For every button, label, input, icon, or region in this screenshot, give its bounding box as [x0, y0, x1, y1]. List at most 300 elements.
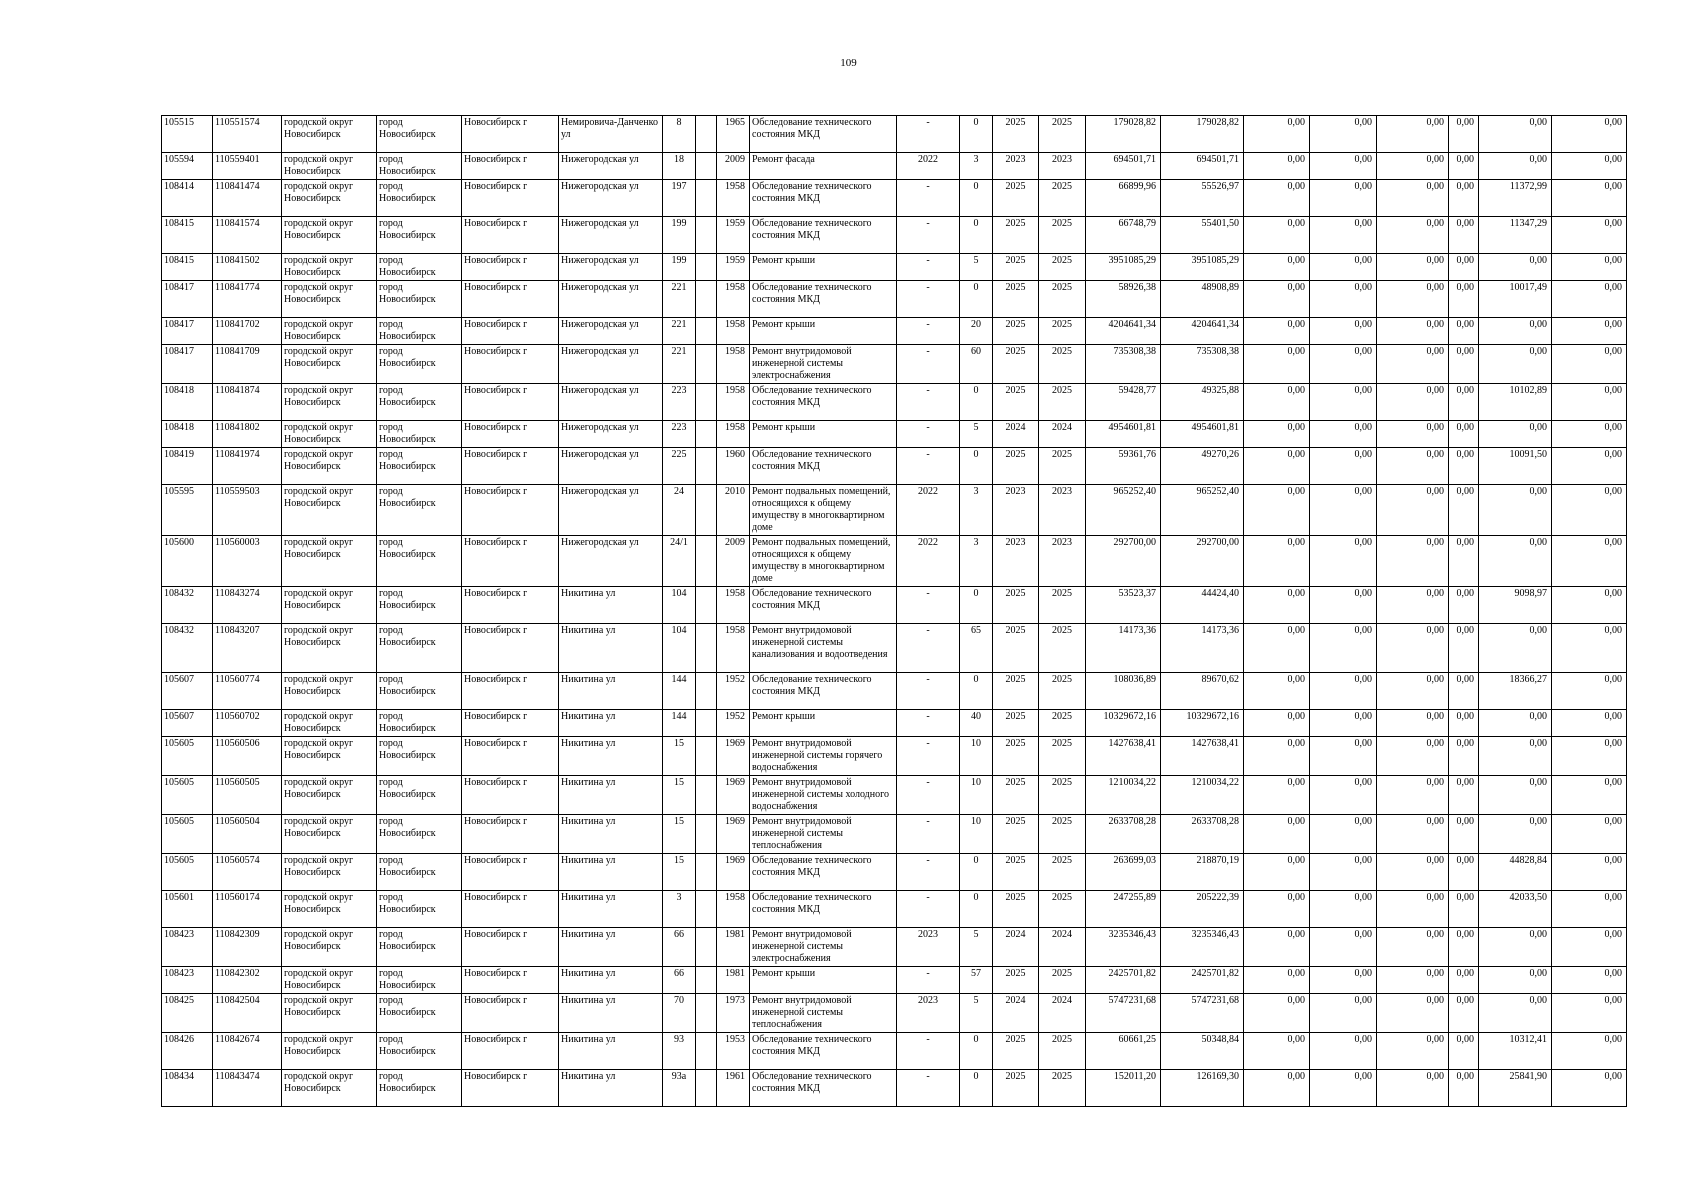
plan-to-cell: 2025 [1039, 448, 1086, 485]
prev-year-cell: - [897, 345, 960, 384]
work-id-cell: 110843474 [213, 1070, 282, 1107]
plan-to-cell: 2023 [1039, 153, 1086, 180]
reg-id-cell: 105605 [162, 815, 213, 854]
street-cell: Нижегородская ул [559, 180, 663, 217]
street-cell: Никитина ул [559, 994, 663, 1033]
settlement-cell: город Новосибирск [377, 776, 462, 815]
other-cell: 0,00 [1479, 318, 1552, 345]
settlement-cell: город Новосибирск [377, 485, 462, 536]
regional-cell: 0,00 [1310, 891, 1377, 928]
reg-id-cell: 108414 [162, 180, 213, 217]
building-cell [696, 928, 717, 967]
street-cell: Никитина ул [559, 673, 663, 710]
regional-cell: 0,00 [1310, 448, 1377, 485]
extra-cell: 0,00 [1552, 345, 1627, 384]
city-cell: Новосибирск г [462, 116, 559, 153]
wear-cell: 5 [960, 254, 993, 281]
total-cost-cell: 1427638,41 [1086, 737, 1161, 776]
table-row [162, 1070, 1627, 1107]
reg-id-cell: 108417 [162, 318, 213, 345]
federal-cell: 0,00 [1244, 485, 1310, 536]
owners-cell: 0,00 [1449, 928, 1479, 967]
prev-year-cell: - [897, 421, 960, 448]
owners-cell: 0,00 [1449, 967, 1479, 994]
building-cell [696, 967, 717, 994]
total-cost-cell: 66748,79 [1086, 217, 1161, 254]
wear-cell: 5 [960, 928, 993, 967]
district-cell: городской округ Новосибирск [282, 624, 377, 673]
prev-year-cell: 2022 [897, 485, 960, 536]
reg-id-cell: 105594 [162, 153, 213, 180]
owners-cell: 0,00 [1449, 673, 1479, 710]
plan-to-cell: 2023 [1039, 536, 1086, 587]
plan-to-cell: 2023 [1039, 485, 1086, 536]
plan-to-cell: 2024 [1039, 421, 1086, 448]
settlement-cell: город Новосибирск [377, 345, 462, 384]
total-cost-cell: 14173,36 [1086, 624, 1161, 673]
city-cell: Новосибирск г [462, 737, 559, 776]
street-cell: Никитина ул [559, 710, 663, 737]
federal-cell: 0,00 [1244, 536, 1310, 587]
extra-cell: 0,00 [1552, 116, 1627, 153]
work-id-cell: 110841702 [213, 318, 282, 345]
work-id-cell: 110841502 [213, 254, 282, 281]
federal-cell: 0,00 [1244, 967, 1310, 994]
federal-cell: 0,00 [1244, 153, 1310, 180]
prev-year-cell: - [897, 217, 960, 254]
total-cost-cell: 10329672,16 [1086, 710, 1161, 737]
total-cost-cell: 2425701,82 [1086, 967, 1161, 994]
work-type-cell: Ремонт внутридомовой инженерной системы холодного водоснабжения [750, 776, 897, 815]
reg-id-cell: 108432 [162, 587, 213, 624]
fund-cell: 2633708,28 [1161, 815, 1244, 854]
plan-from-cell: 2025 [993, 448, 1039, 485]
fund-cell: 10329672,16 [1161, 710, 1244, 737]
wear-cell: 10 [960, 737, 993, 776]
prev-year-cell: - [897, 854, 960, 891]
regional-cell: 0,00 [1310, 254, 1377, 281]
work-type-cell: Ремонт крыши [750, 710, 897, 737]
table-row [162, 254, 1627, 281]
work-type-cell: Ремонт внутридомовой инженерной системы электроснабжения [750, 345, 897, 384]
city-cell: Новосибирск г [462, 673, 559, 710]
plan-to-cell: 2025 [1039, 318, 1086, 345]
local-cell: 0,00 [1377, 281, 1449, 318]
prev-year-cell: - [897, 180, 960, 217]
prev-year-cell: 2023 [897, 994, 960, 1033]
settlement-cell: город Новосибирск [377, 1070, 462, 1107]
city-cell: Новосибирск г [462, 710, 559, 737]
owners-cell: 0,00 [1449, 1070, 1479, 1107]
wear-cell: 3 [960, 536, 993, 587]
city-cell: Новосибирск г [462, 153, 559, 180]
district-cell: городской округ Новосибирск [282, 737, 377, 776]
house-cell: 221 [663, 318, 696, 345]
federal-cell: 0,00 [1244, 776, 1310, 815]
wear-cell: 0 [960, 384, 993, 421]
plan-from-cell: 2025 [993, 587, 1039, 624]
extra-cell: 0,00 [1552, 587, 1627, 624]
settlement-cell: город Новосибирск [377, 815, 462, 854]
total-cost-cell: 247255,89 [1086, 891, 1161, 928]
prev-year-cell: - [897, 1070, 960, 1107]
building-cell [696, 673, 717, 710]
regional-cell: 0,00 [1310, 624, 1377, 673]
street-cell: Никитина ул [559, 737, 663, 776]
house-cell: 15 [663, 737, 696, 776]
prev-year-cell: - [897, 384, 960, 421]
other-cell: 0,00 [1479, 485, 1552, 536]
owners-cell: 0,00 [1449, 448, 1479, 485]
other-cell: 10091,50 [1479, 448, 1552, 485]
city-cell: Новосибирск г [462, 928, 559, 967]
settlement-cell: город Новосибирск [377, 254, 462, 281]
local-cell: 0,00 [1377, 153, 1449, 180]
district-cell: городской округ Новосибирск [282, 854, 377, 891]
settlement-cell: город Новосибирск [377, 180, 462, 217]
street-cell: Нижегородская ул [559, 384, 663, 421]
reg-id-cell: 108425 [162, 994, 213, 1033]
regional-cell: 0,00 [1310, 776, 1377, 815]
work-id-cell: 110843274 [213, 587, 282, 624]
extra-cell: 0,00 [1552, 180, 1627, 217]
house-cell: 15 [663, 854, 696, 891]
work-id-cell: 110560774 [213, 673, 282, 710]
house-cell: 15 [663, 776, 696, 815]
settlement-cell: город Новосибирск [377, 421, 462, 448]
reg-id-cell: 108423 [162, 967, 213, 994]
owners-cell: 0,00 [1449, 485, 1479, 536]
work-type-cell: Обследование технического состояния МКД [750, 673, 897, 710]
work-type-cell: Ремонт подвальных помещений, относящихся к общему имуществу в многоквартирном доме [750, 536, 897, 587]
wear-cell: 0 [960, 587, 993, 624]
other-cell: 11372,99 [1479, 180, 1552, 217]
local-cell: 0,00 [1377, 815, 1449, 854]
fund-cell: 2425701,82 [1161, 967, 1244, 994]
settlement-cell: город Новосибирск [377, 891, 462, 928]
other-cell: 11347,29 [1479, 217, 1552, 254]
fund-cell: 292700,00 [1161, 536, 1244, 587]
street-cell: Никитина ул [559, 1070, 663, 1107]
fund-cell: 14173,36 [1161, 624, 1244, 673]
plan-from-cell: 2025 [993, 891, 1039, 928]
fund-cell: 50348,84 [1161, 1033, 1244, 1070]
prev-year-cell: 2022 [897, 536, 960, 587]
wear-cell: 5 [960, 421, 993, 448]
house-cell: 221 [663, 281, 696, 318]
reg-id-cell: 108415 [162, 217, 213, 254]
plan-from-cell: 2023 [993, 153, 1039, 180]
work-id-cell: 110841874 [213, 384, 282, 421]
federal-cell: 0,00 [1244, 281, 1310, 318]
extra-cell: 0,00 [1552, 448, 1627, 485]
district-cell: городской округ Новосибирск [282, 254, 377, 281]
local-cell: 0,00 [1377, 624, 1449, 673]
building-cell [696, 254, 717, 281]
house-cell: 93 [663, 1033, 696, 1070]
city-cell: Новосибирск г [462, 536, 559, 587]
reg-id-cell: 105595 [162, 485, 213, 536]
total-cost-cell: 3951085,29 [1086, 254, 1161, 281]
table-row [162, 891, 1627, 928]
prev-year-cell: - [897, 587, 960, 624]
total-cost-cell: 179028,82 [1086, 116, 1161, 153]
other-cell: 0,00 [1479, 710, 1552, 737]
wear-cell: 40 [960, 710, 993, 737]
district-cell: городской округ Новосибирск [282, 384, 377, 421]
reg-id-cell: 108419 [162, 448, 213, 485]
work-type-cell: Обследование технического состояния МКД [750, 180, 897, 217]
work-id-cell: 110841474 [213, 180, 282, 217]
local-cell: 0,00 [1377, 345, 1449, 384]
work-id-cell: 110842674 [213, 1033, 282, 1070]
other-cell: 0,00 [1479, 624, 1552, 673]
plan-from-cell: 2025 [993, 1070, 1039, 1107]
extra-cell: 0,00 [1552, 854, 1627, 891]
owners-cell: 0,00 [1449, 815, 1479, 854]
federal-cell: 0,00 [1244, 384, 1310, 421]
total-cost-cell: 59361,76 [1086, 448, 1161, 485]
city-cell: Новосибирск г [462, 994, 559, 1033]
work-id-cell: 110843207 [213, 624, 282, 673]
work-id-cell: 110559503 [213, 485, 282, 536]
year-cell: 1958 [717, 384, 750, 421]
year-cell: 1960 [717, 448, 750, 485]
settlement-cell: город Новосибирск [377, 673, 462, 710]
owners-cell: 0,00 [1449, 587, 1479, 624]
extra-cell: 0,00 [1552, 254, 1627, 281]
total-cost-cell: 60661,25 [1086, 1033, 1161, 1070]
street-cell: Нижегородская ул [559, 153, 663, 180]
district-cell: городской округ Новосибирск [282, 1070, 377, 1107]
owners-cell: 0,00 [1449, 384, 1479, 421]
reg-id-cell: 108423 [162, 928, 213, 967]
city-cell: Новосибирск г [462, 485, 559, 536]
year-cell: 1961 [717, 1070, 750, 1107]
owners-cell: 0,00 [1449, 536, 1479, 587]
house-cell: 223 [663, 384, 696, 421]
other-cell: 0,00 [1479, 345, 1552, 384]
street-cell: Никитина ул [559, 624, 663, 673]
district-cell: городской округ Новосибирск [282, 116, 377, 153]
work-type-cell: Обследование технического состояния МКД [750, 1070, 897, 1107]
district-cell: городской округ Новосибирск [282, 994, 377, 1033]
extra-cell: 0,00 [1552, 673, 1627, 710]
fund-cell: 126169,30 [1161, 1070, 1244, 1107]
settlement-cell: город Новосибирск [377, 384, 462, 421]
city-cell: Новосибирск г [462, 281, 559, 318]
year-cell: 1958 [717, 891, 750, 928]
house-cell: 3 [663, 891, 696, 928]
settlement-cell: город Новосибирск [377, 217, 462, 254]
district-cell: городской округ Новосибирск [282, 485, 377, 536]
table-row [162, 673, 1627, 710]
total-cost-cell: 2633708,28 [1086, 815, 1161, 854]
house-cell: 24 [663, 485, 696, 536]
plan-to-cell: 2025 [1039, 710, 1086, 737]
building-cell [696, 536, 717, 587]
building-cell [696, 587, 717, 624]
extra-cell: 0,00 [1552, 967, 1627, 994]
reg-id-cell: 108417 [162, 345, 213, 384]
other-cell: 0,00 [1479, 967, 1552, 994]
district-cell: городской округ Новосибирск [282, 180, 377, 217]
local-cell: 0,00 [1377, 1070, 1449, 1107]
street-cell: Нижегородская ул [559, 281, 663, 318]
plan-from-cell: 2025 [993, 967, 1039, 994]
plan-from-cell: 2025 [993, 815, 1039, 854]
building-cell [696, 624, 717, 673]
regional-cell: 0,00 [1310, 737, 1377, 776]
total-cost-cell: 292700,00 [1086, 536, 1161, 587]
building-cell [696, 737, 717, 776]
district-cell: городской округ Новосибирск [282, 217, 377, 254]
plan-to-cell: 2025 [1039, 254, 1086, 281]
federal-cell: 0,00 [1244, 994, 1310, 1033]
year-cell: 1953 [717, 1033, 750, 1070]
regional-cell: 0,00 [1310, 345, 1377, 384]
wear-cell: 10 [960, 776, 993, 815]
regional-cell: 0,00 [1310, 281, 1377, 318]
wear-cell: 60 [960, 345, 993, 384]
wear-cell: 3 [960, 153, 993, 180]
reg-id-cell: 108432 [162, 624, 213, 673]
plan-from-cell: 2025 [993, 776, 1039, 815]
total-cost-cell: 694501,71 [1086, 153, 1161, 180]
wear-cell: 0 [960, 1070, 993, 1107]
plan-from-cell: 2024 [993, 421, 1039, 448]
building-cell [696, 776, 717, 815]
district-cell: городской округ Новосибирск [282, 536, 377, 587]
year-cell: 1965 [717, 116, 750, 153]
regional-cell: 0,00 [1310, 1070, 1377, 1107]
city-cell: Новосибирск г [462, 1033, 559, 1070]
street-cell: Никитина ул [559, 967, 663, 994]
plan-to-cell: 2025 [1039, 776, 1086, 815]
fund-cell: 735308,38 [1161, 345, 1244, 384]
wear-cell: 0 [960, 180, 993, 217]
federal-cell: 0,00 [1244, 421, 1310, 448]
local-cell: 0,00 [1377, 854, 1449, 891]
street-cell: Нижегородская ул [559, 254, 663, 281]
reg-id-cell: 105605 [162, 737, 213, 776]
table-row [162, 854, 1627, 891]
regional-cell: 0,00 [1310, 384, 1377, 421]
building-cell [696, 1070, 717, 1107]
extra-cell: 0,00 [1552, 928, 1627, 967]
plan-to-cell: 2025 [1039, 587, 1086, 624]
regional-cell: 0,00 [1310, 815, 1377, 854]
settlement-cell: город Новосибирск [377, 281, 462, 318]
city-cell: Новосибирск г [462, 345, 559, 384]
local-cell: 0,00 [1377, 421, 1449, 448]
other-cell: 0,00 [1479, 116, 1552, 153]
regional-cell: 0,00 [1310, 710, 1377, 737]
work-id-cell: 110841774 [213, 281, 282, 318]
settlement-cell: город Новосибирск [377, 854, 462, 891]
district-cell: городской округ Новосибирск [282, 587, 377, 624]
street-cell: Никитина ул [559, 1033, 663, 1070]
plan-from-cell: 2025 [993, 673, 1039, 710]
year-cell: 1958 [717, 281, 750, 318]
plan-from-cell: 2025 [993, 254, 1039, 281]
fund-cell: 218870,19 [1161, 854, 1244, 891]
regional-cell: 0,00 [1310, 485, 1377, 536]
city-cell: Новосибирск г [462, 318, 559, 345]
plan-from-cell: 2023 [993, 485, 1039, 536]
total-cost-cell: 58926,38 [1086, 281, 1161, 318]
plan-to-cell: 2025 [1039, 891, 1086, 928]
owners-cell: 0,00 [1449, 1033, 1479, 1070]
extra-cell: 0,00 [1552, 153, 1627, 180]
register-table [161, 115, 1627, 1107]
city-cell: Новосибирск г [462, 776, 559, 815]
work-id-cell: 110560174 [213, 891, 282, 928]
work-id-cell: 110560574 [213, 854, 282, 891]
wear-cell: 0 [960, 1033, 993, 1070]
year-cell: 1958 [717, 421, 750, 448]
extra-cell: 0,00 [1552, 1033, 1627, 1070]
work-type-cell: Ремонт крыши [750, 254, 897, 281]
settlement-cell: город Новосибирск [377, 153, 462, 180]
table-row [162, 815, 1627, 854]
local-cell: 0,00 [1377, 254, 1449, 281]
extra-cell: 0,00 [1552, 384, 1627, 421]
year-cell: 1969 [717, 854, 750, 891]
work-type-cell: Ремонт крыши [750, 318, 897, 345]
owners-cell: 0,00 [1449, 318, 1479, 345]
prev-year-cell: - [897, 281, 960, 318]
building-cell [696, 153, 717, 180]
prev-year-cell: - [897, 116, 960, 153]
federal-cell: 0,00 [1244, 448, 1310, 485]
work-id-cell: 110841709 [213, 345, 282, 384]
building-cell [696, 485, 717, 536]
city-cell: Новосибирск г [462, 384, 559, 421]
extra-cell: 0,00 [1552, 737, 1627, 776]
owners-cell: 0,00 [1449, 217, 1479, 254]
reg-id-cell: 108434 [162, 1070, 213, 1107]
other-cell: 0,00 [1479, 776, 1552, 815]
district-cell: городской округ Новосибирск [282, 153, 377, 180]
work-id-cell: 110560003 [213, 536, 282, 587]
fund-cell: 49270,26 [1161, 448, 1244, 485]
table-row [162, 116, 1627, 153]
owners-cell: 0,00 [1449, 737, 1479, 776]
owners-cell: 0,00 [1449, 994, 1479, 1033]
total-cost-cell: 108036,89 [1086, 673, 1161, 710]
district-cell: городской округ Новосибирск [282, 345, 377, 384]
work-type-cell: Ремонт внутридомовой инженерной системы электроснабжения [750, 928, 897, 967]
table-row [162, 624, 1627, 673]
year-cell: 1981 [717, 967, 750, 994]
house-cell: 199 [663, 217, 696, 254]
federal-cell: 0,00 [1244, 587, 1310, 624]
street-cell: Никитина ул [559, 854, 663, 891]
total-cost-cell: 66899,96 [1086, 180, 1161, 217]
fund-cell: 4204641,34 [1161, 318, 1244, 345]
wear-cell: 0 [960, 891, 993, 928]
plan-from-cell: 2025 [993, 318, 1039, 345]
building-cell [696, 318, 717, 345]
plan-to-cell: 2025 [1039, 281, 1086, 318]
work-id-cell: 110842504 [213, 994, 282, 1033]
regional-cell: 0,00 [1310, 180, 1377, 217]
table-row [162, 994, 1627, 1033]
building-cell [696, 854, 717, 891]
fund-cell: 3235346,43 [1161, 928, 1244, 967]
extra-cell: 0,00 [1552, 485, 1627, 536]
